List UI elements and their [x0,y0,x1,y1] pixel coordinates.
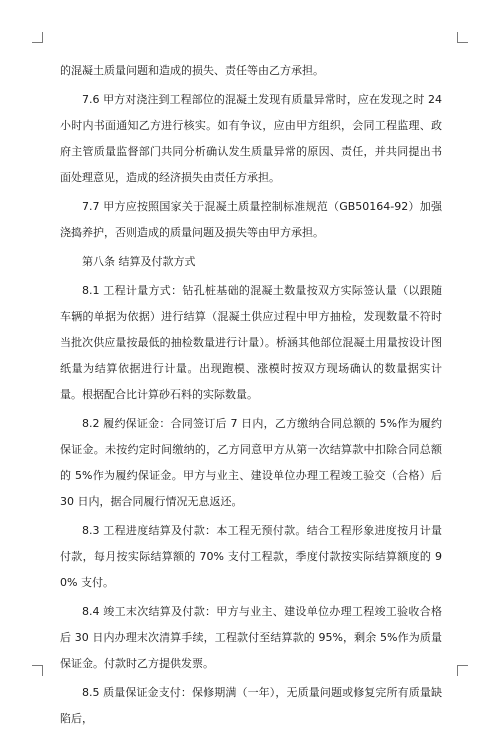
document-body [60,58,442,735]
paragraph-8-4: 8.4 竣工末次结算及付款：甲方与业主、建设单位办理工程竣工验收合格后 30 日内办理末次清算手续，工程款付至结算款的 95%，剩余 5%作为质量保证金。付款时乙方提供发票。 [60,605,442,670]
section-heading-article-8: 第八条 结算及付款方式 [82,255,196,268]
paragraph-8-2: 8.2 履约保证金：合同签订后 7 日内，乙方缴纳合同总额的 5%作为履约保证金。未按约定时间缴纳的，乙方同意甲方从第一次结算款中扣除合同总额的 5%作为履约保证金。甲方与业主、建设单位办理工程竣工验交（合格）后 30 日内，据合同履行情况无息返还。 [60,417,442,508]
paragraph-continued: 的混凝土质量问题和造成的损失、责任等由乙方承担。 [60,64,324,77]
paragraph-7-6: 7.6 甲方对浇注到工程部位的混凝土发现有质量异常时，应在发现之时 24 小时内书面通知乙方进行核实。如有争议，应由甲方组织，会同工程监理、政府主管质量监督部门共同分析确认发生质量异常的原因、责任，并共同提出书面处理意见，造成的经济损失由责任方承担。 [60,93,442,184]
paragraph-8-5: 8.5 质量保证金支付：保修期满（一年），无质量问题或修复完所有质量缺陷后， [60,686,442,725]
paragraph-8-1: 8.1 工程计量方式：钻孔桩基础的混凝土数量按双方实际签认量（以跟随车辆的单据为依据）进行结算（混凝土供应过程中甲方抽检，发现数量不符时当批次供应量按最低的抽检数量进行计量）。桥涵其他部位混凝土用量按设计图纸量为结算依据进行计量。出现跑模、涨模时按双方现场确认的数量据实计量。根据配合比计算砂石料的实际数量。 [60,284,442,401]
paragraph-8-3: 8.3 工程进度结算及付款：本工程无预付款。结合工程形象进度按月计量付款，每月按实际结算额的 70% 支付工程款，季度付款按实际结算额度的 90% 支付。 [60,524,442,589]
crop-mark-bottom-right [457,665,468,676]
crop-mark-top-left [32,32,43,43]
crop-mark-bottom-left [32,665,43,676]
crop-mark-top-right [457,32,468,43]
paragraph-7-7: 7.7 甲方应按照国家关于混凝土质量控制标准规范（GB50164-92）加强浇捣养护，否则造成的质量问题及损失等由甲方承担。 [60,200,442,239]
